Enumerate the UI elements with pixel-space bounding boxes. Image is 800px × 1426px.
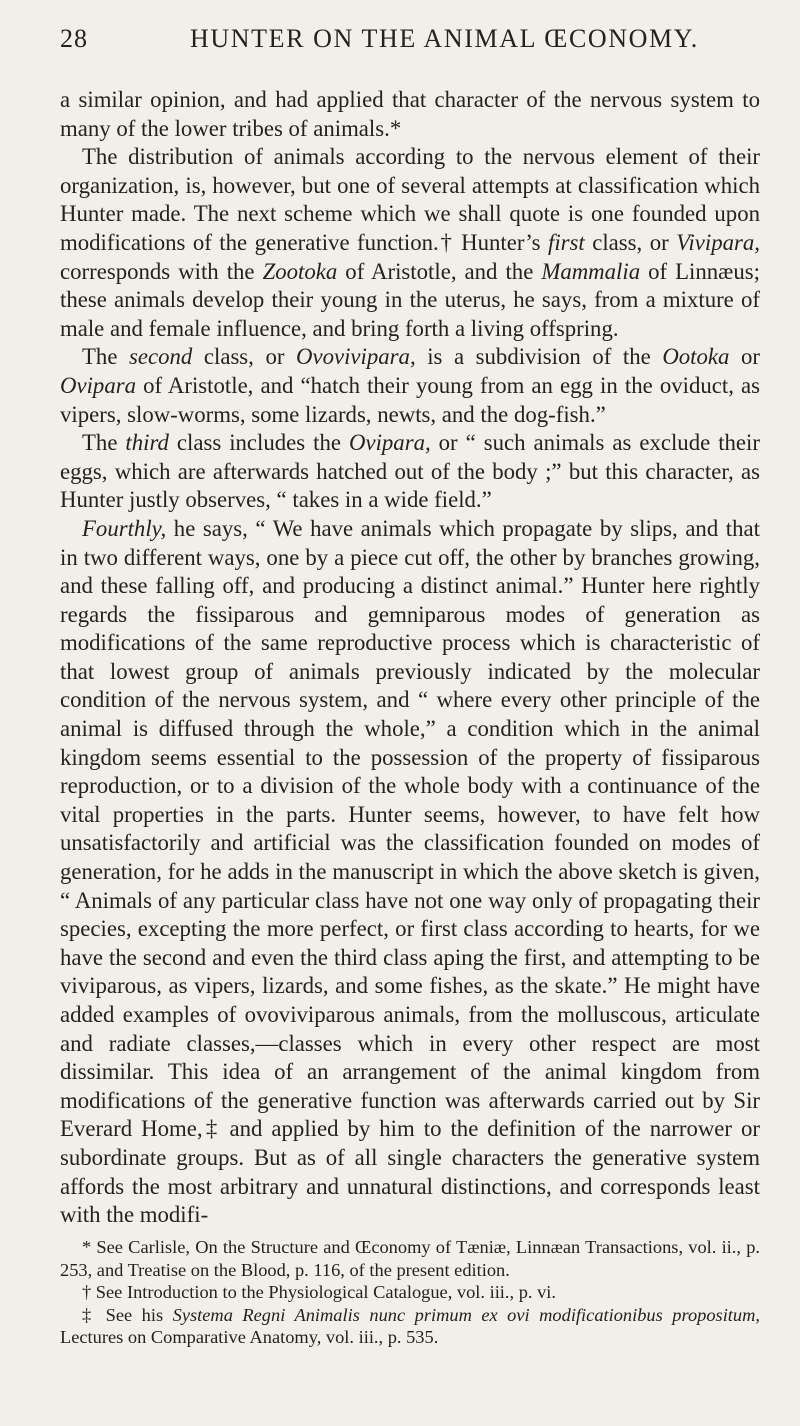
body-text — [60, 86, 760, 1230]
paragraph-2 — [60, 143, 760, 343]
paragraph-3 — [60, 343, 760, 429]
paragraph-1-text: a similar opinion, and had applied that character of the nervous system to many of the lower tribes of animals.* — [60, 87, 760, 141]
italic-run: third — [125, 430, 169, 456]
footnote-1 — [60, 1236, 760, 1281]
page-header — [60, 24, 760, 64]
italic-run: Ovovivipara, — [296, 344, 416, 370]
text-run: The — [82, 430, 126, 456]
italic-run: Mammalia — [541, 258, 641, 284]
text-run: is a subdivision of the — [415, 344, 663, 370]
paragraph-4 — [60, 429, 760, 515]
footnote-text: Lectures on Comparative Anatomy, vol. iii., p. 535. — [60, 1327, 439, 1347]
italic-run: Zootoka — [262, 258, 338, 284]
italic-run: first — [548, 229, 585, 255]
running-title: HUNTER ON THE ANIMAL ŒCONOMY. — [190, 24, 699, 53]
italic-run: second — [129, 344, 193, 370]
italic-run: Ovipara — [60, 372, 136, 398]
footnote-2 — [60, 1281, 760, 1304]
text-run: The distribution of animals according to the nervous element of their organization, is, however, but one of several attempts at classification which Hunter made. The next scheme which we shall quote is one founded upon modifications of the generative function.† Hunter’s — [60, 144, 760, 255]
text-run: corresponds with the — [60, 258, 263, 284]
text-run: The — [82, 344, 129, 370]
italic-run: Systema Regni Animalis nunc primum ex ovi modificationibus propositum, — [172, 1304, 760, 1325]
text-run: of Linnæus; these animals develop their young in the uterus, he says, from a mixture of male and female influence, and bring forth a living offspring. — [60, 258, 760, 341]
footnote-text: † See Introduction to the Physiological Catalogue, vol. iii., p. vi. — [82, 1282, 557, 1302]
text-run: of Aristotle, and the — [337, 258, 542, 284]
footnote-text: * See Carlisle, On the Structure and Œconomy of Tæniæ, Linnæan Transactions, vol. ii., p. 253, and Treatise on the Blood, p. 116, of the present edition. — [60, 1237, 760, 1280]
italic-run: Fourthly, — [82, 515, 167, 541]
paragraph-1 — [60, 86, 760, 143]
text-run: class, or — [584, 229, 677, 255]
italic-run: Ootoka — [662, 344, 730, 370]
italic-run: Vivipara, — [676, 229, 760, 255]
paragraph-5 — [60, 515, 760, 1230]
italic-run: Ovipara, — [348, 430, 431, 456]
text-run: class, or — [192, 344, 296, 370]
footnotes — [60, 1236, 760, 1349]
text-run: or “ such animals as exclude their eggs, which are afterwards hatched out of the body ;” but this character, as Hunter justly observes, “ takes in a wide field.” — [60, 430, 760, 513]
footnote-text: ‡ See his — [82, 1304, 173, 1325]
text-run: he says, “ We have animals which propagate by slips, and that in two different ways, one by a piece cut off, the other by branches growing, and these falling off, and producing a distinct animal.” Hunter here rightly regards the fissiparous and gemniparous modes of generation as modifications of the same reproductive process which is characteristic of that lowest group of animals previously indicated by the molecular condition of the nervous system, and “ where every other principle of the animal is diffused through the whole,” a condition which in the animal kingdom seems essential to the possession of the property of fissiparous reproduction, or to a division of the whole body with a continuance of the vital properties in the parts. Hunter seems, however, to have felt how unsatisfactorily and artificial was the classification founded on modes of generation, for he adds in the manuscript in which the above sketch is given, “ Animals of any particular class have not one way only of propagating their species, excepting the more perfect, or first class according to hearts, for we have the second and even the third class aping the first, and attempting to be viviparous, as vipers, lizards, and some fishes, as the skate.” He might have added examples of ovoviviparous animals, from the molluscous, articulate and radiate classes,—classes which in every other respect are most dissimilar. This idea of an arrangement of the animal kingdom from modifications of the generative function was afterwards carried out by Sir Everard Home,‡ and applied by him to the definition of the narrower or subordinate groups. But as of all single characters the generative system affords the most arbitrary and unnatural distinctions, and corresponds least with the modifi- — [60, 515, 760, 1228]
text-run: or — [729, 344, 760, 370]
footnote-3 — [60, 1304, 760, 1349]
text-run: class includes the — [168, 430, 349, 456]
text-run: of Aristotle, and “hatch their young from an egg in the oviduct, as vipers, slow-worms, some lizards, newts, and the dog-fish.” — [60, 372, 760, 427]
page-number: 28 — [60, 24, 88, 53]
